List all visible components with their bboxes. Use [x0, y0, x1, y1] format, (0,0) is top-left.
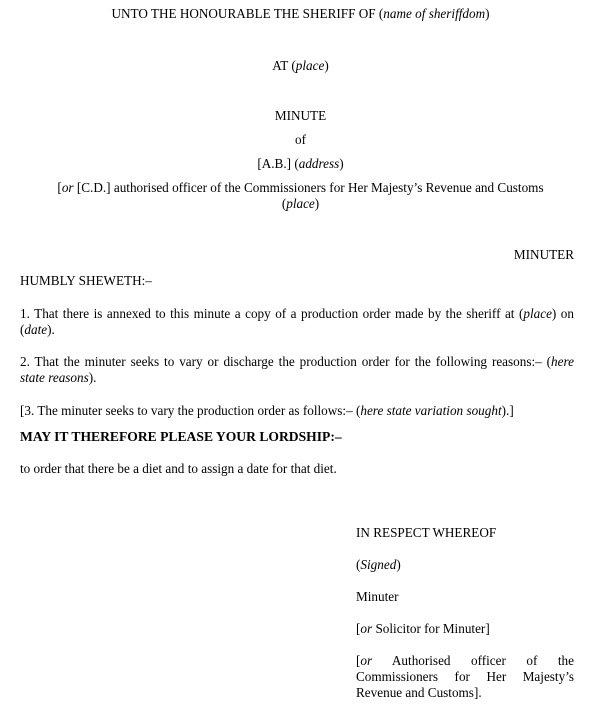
sheriff-heading-suffix: ) [485, 6, 490, 21]
prayer-heading: MAY IT THEREFORE PLEASE YOUR LORDSHIP:– [20, 429, 342, 444]
solicitor-or: or [360, 621, 373, 636]
at-prefix: AT ( [272, 58, 296, 73]
sheriff-heading-placeholder: name of sheriffdom [383, 6, 486, 21]
authorised-officer-line [356, 653, 574, 701]
alt-open: [ [57, 180, 62, 195]
p2-reasons-placeholder: here state reasons [20, 354, 574, 385]
applicant-address-placeholder: address [298, 156, 340, 171]
p1-text: 1. That there is annexed to this minute a copy of a production order made by the sheriff at ( [20, 306, 524, 321]
applicant-prefix: [A.B.] ( [257, 156, 299, 171]
minuter-label: MINUTER [513, 247, 574, 262]
solicitor-line [356, 621, 574, 637]
officer-text: Authorised officer of the Commissioners for Her Majesty’s Revenue and Customs]. [356, 653, 574, 700]
signed-placeholder: Signed [360, 557, 397, 572]
signed-open: ( [356, 557, 361, 572]
at-place-line [0, 58, 601, 74]
p1-place-placeholder: place [523, 306, 552, 321]
p3-variation-placeholder: here state variation sought [360, 403, 502, 418]
paragraph-2 [20, 354, 574, 386]
applicant-suffix: ) [339, 156, 344, 171]
minuter-signature-label: Minuter [356, 589, 399, 604]
signed-close: ) [396, 557, 401, 572]
p2-end: ). [88, 370, 97, 385]
applicant-line [0, 156, 601, 172]
paragraph-3 [20, 403, 574, 419]
in-respect-whereof: IN RESPECT WHEREOF [356, 525, 497, 540]
alt-text: [C.D.] authorised officer of the Commissioners for Her Majesty’s Revenue and Customs [73, 180, 544, 195]
at-suffix: ) [324, 58, 329, 73]
sheriff-heading [0, 6, 601, 22]
p1-end: ). [47, 322, 55, 337]
solicitor-text: Solicitor for Minuter] [372, 621, 490, 636]
alternative-officer-line [0, 180, 601, 196]
humbly-sheweth: HUMBLY SHEWETH:– [20, 273, 152, 288]
p2-text: 2. That the minuter seeks to vary or discharge the production order for the following reasons:– ( [20, 354, 552, 369]
solicitor-open: [ [356, 621, 361, 636]
p3-end: ).] [501, 403, 514, 418]
title-of: of [295, 132, 306, 147]
alt-place-prefix: ( [281, 196, 287, 211]
signed-line [356, 557, 574, 573]
officer-open: [ [356, 653, 361, 668]
document-title: MINUTE [274, 108, 327, 123]
paragraph-1 [20, 306, 574, 338]
p1-mid: ) on ( [20, 306, 574, 337]
p1-date-placeholder: date [24, 322, 48, 337]
prayer-text: to order that there be a diet and to assign a date for that diet. [20, 461, 337, 476]
alt-place-suffix: ) [314, 196, 320, 211]
officer-or: or [360, 653, 373, 668]
alt-place-placeholder: place [286, 196, 315, 211]
sheriff-heading-prefix: UNTO THE HONOURABLE THE SHERIFF OF ( [111, 6, 384, 21]
at-placeholder: place [295, 58, 325, 73]
alt-or: or [61, 180, 74, 195]
alternative-place-line [0, 196, 601, 212]
p3-text: [3. The minuter seeks to vary the production order as follows:– ( [20, 403, 361, 418]
